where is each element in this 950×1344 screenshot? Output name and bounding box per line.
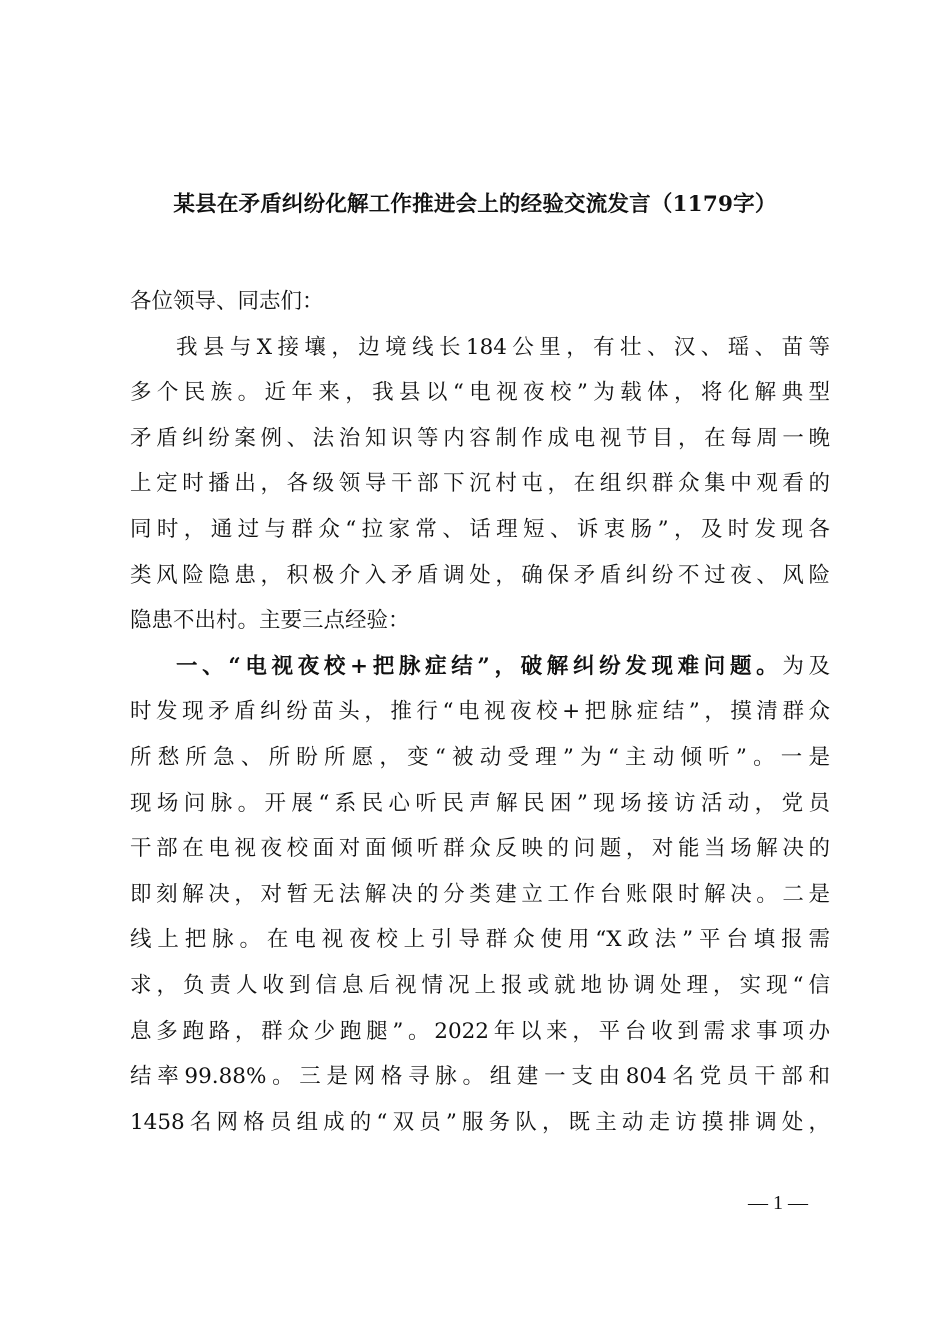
document-title: 某县在矛盾纠纷化解工作推进会上的经验交流发言（1179字） bbox=[173, 192, 777, 217]
paragraph-line: 线上把脉。在电视夜校上引导群众使用“X政法”平台填报需 bbox=[130, 927, 830, 953]
paragraph-line: 即刻解决，对暂无法解决的分类建立工作台账限时解决。二是 bbox=[130, 881, 830, 907]
paragraph-line: 所愁所急、所盼所愿，变“被动受理”为“主动倾听”。一是 bbox=[130, 744, 830, 770]
section-heading-tail: 为及 bbox=[782, 653, 830, 679]
section-heading-line bbox=[130, 647, 830, 693]
paragraph-line: 多个民族。近年来，我县以“电视夜校”为载体，将化解典型 bbox=[130, 380, 830, 406]
paragraph-line: 同时，通过与群众“拉家常、话理短、诉衷肠”，及时发现各 bbox=[130, 516, 830, 542]
document-body bbox=[130, 282, 830, 1148]
paragraph-line: 求，负责人收到信息后视情况上报或就地协调处理，实现“信 bbox=[130, 972, 830, 998]
paragraph-line: 干部在电视夜校面对面倾听群众反映的问题，对能当场解决的 bbox=[130, 836, 830, 862]
paragraph-line: 矛盾纠纷案例、法治知识等内容制作成电视节目，在每周一晚 bbox=[130, 425, 830, 451]
greeting: 各位领导、同志们： bbox=[130, 289, 324, 314]
paragraph-line: 1458名网格员组成的“双员”服务队，既主动走访摸排调处， bbox=[130, 1109, 830, 1135]
paragraph-line: 类风险隐患，积极介入矛盾调处，确保矛盾纠纷不过夜、风险 bbox=[130, 562, 830, 588]
paragraph-line: 时发现矛盾纠纷苗头，推行“电视夜校+把脉症结”，摸清群众 bbox=[130, 699, 830, 725]
paragraph-line: 息多跑路，群众少跑腿”。2022年以来，平台收到需求事项办 bbox=[130, 1018, 830, 1044]
paragraph-line: 我县与X接壤，边境线长184公里，有壮、汉、瑶、苗等 bbox=[176, 334, 830, 360]
paragraph-line: 现场问脉。开展“系民心听民声解民困”现场接访活动，党员 bbox=[130, 790, 830, 816]
paragraph-line: 上定时播出，各级领导干部下沉村屯，在组织群众集中观看的 bbox=[130, 471, 830, 497]
section-heading: 一、“电视夜校+把脉症结”，破解纠纷发现难问题。 bbox=[176, 653, 783, 679]
paragraph-line: 隐患不出村。主要三点经验： bbox=[130, 608, 410, 634]
page-number: — 1 — bbox=[748, 1192, 808, 1214]
paragraph-line: 结率99.88%。三是网格寻脉。组建一支由804名党员干部和 bbox=[130, 1064, 830, 1090]
